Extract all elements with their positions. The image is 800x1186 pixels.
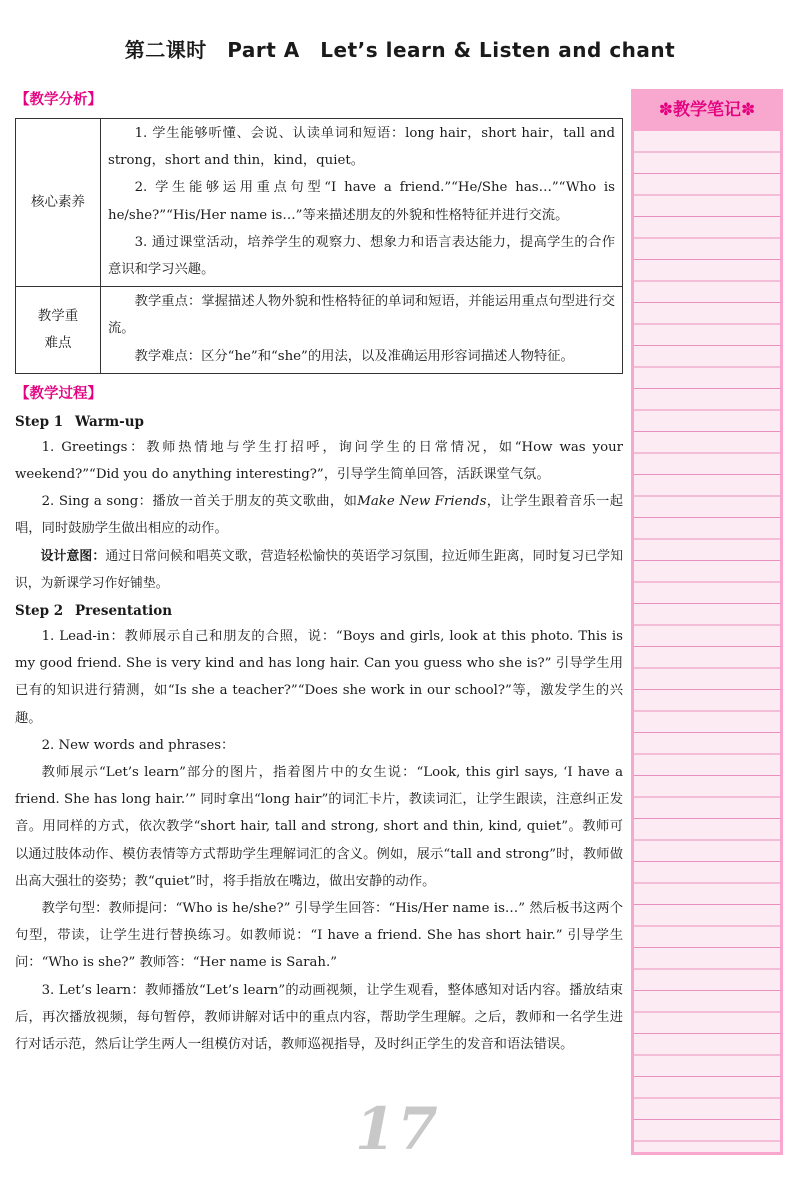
- step1-heading: [15, 410, 623, 434]
- page-title: 第二课时 Part A Let’s learn & Listen and chant: [124, 38, 676, 62]
- table-row-key-points: [16, 287, 623, 374]
- table-row-core-literacy: [16, 119, 623, 287]
- notes-title: ✽教学笔记✽: [631, 89, 783, 131]
- row-label: 核心素养: [16, 119, 101, 287]
- page-number: 17: [355, 1095, 440, 1163]
- main-content: [15, 90, 623, 1058]
- difficult-point: 教学难点：区分“he”和“she”的用法，以及准确运用形容词描述人物特征。: [134, 348, 574, 364]
- step2-heading: [15, 599, 623, 623]
- design-text: 通过日常问候和唱英文歌，营造轻松愉快的英语学习氛围，拉近师生距离，同时复习已学知识，为新课学习作好铺垫。: [15, 548, 624, 591]
- row-content: [101, 119, 623, 287]
- step2-new-words: 教师展示“Let’s learn”部分的图片，指着图片中的女生说：“Look, this girl says, ‘I have a friend. She has long hair.’” 同时拿出“long hair”的词汇卡片，教读词汇，让学生跟读，注意纠正发音。用同样的方式，依次教学“short hair, tall and strong, short and thin, kind, quiet”。教师可以通过肢体动作、模仿表情等方式帮助学生理解词汇的含义。例如，展示“tall and strong”时，教师做出高大强壮的姿势；教“quiet”时，将手指放在嘴边，做出安静的动作。: [15, 765, 623, 889]
- key-point: 教学重点：掌握描述人物外貌和性格特征的单词和短语，并能运用重点句型进行交流。: [108, 294, 615, 337]
- row-label-line2: 难点: [44, 335, 72, 352]
- objective-1: 1. 学生能够听懂、会说、认读单词和短语：long hair，short hair，tall and strong，short and thin，kind，quiet。: [108, 126, 615, 169]
- song-text-after: ，让学生跟着音乐一起唱，同时鼓励学生做出相应的动作。: [15, 494, 623, 537]
- analysis-heading: 【教学分析】: [15, 92, 102, 108]
- step2-lets-learn: 3. Let’s learn：教师播放“Let’s learn”的动画视频，让学生观看，整体感知对话内容。播放结束后，再次播放视频，每句暂停，教师讲解对话中的重点内容，帮助学生理解。之后，教师和一名学生进行对话示范，然后让学生两人一组模仿对话，教师巡视指导，及时纠正学生的发音和语法错误。: [15, 982, 623, 1053]
- row-label-line1: 教学重: [37, 308, 79, 325]
- objective-2: 2. 学生能够运用重点句型“I have a friend.”“He/She has…”“Who is he/she?”“His/Her name is…”等来描述朋友的外貌和性格特征并进行交流。: [108, 180, 615, 223]
- objective-3: 3. 通过课堂活动，培养学生的观察力、想象力和语言表达能力，提高学生的合作意识和学习兴趣。: [108, 234, 615, 278]
- step1-greetings: 1. Greetings：教师热情地与学生打招呼，询问学生的日常情况，如“How was your weekend?”“Did you do anything interesting?”，引导学生简单回答，活跃课堂气氛。: [15, 439, 623, 483]
- row-content: [101, 287, 623, 374]
- step1-name: Warm-up: [75, 413, 144, 430]
- step1-number: Step 1: [15, 413, 64, 430]
- row-label: [16, 287, 101, 374]
- design-label: 设计意图：: [40, 548, 106, 564]
- step1-song: [15, 488, 623, 542]
- step2-number: Step 2: [15, 603, 64, 620]
- analysis-table: [15, 118, 623, 374]
- notes-sidebar: [631, 89, 783, 1155]
- song-text-before: 2. Sing a song：播放一首关于朋友的英文歌曲，如: [41, 494, 358, 510]
- step2-new-words-label: 2. New words and phrases：: [41, 737, 235, 753]
- step2-name: Presentation: [75, 603, 173, 620]
- step2-lead-in: 1. Lead-in：教师展示自己和朋友的合照，说：“Boys and girls, look at this photo. This is my good friend. She is very kind and has long hair. Can you guess who she is?” 引导学生用已有的知识进行猜测，如“Is she a teacher?”“Does she work in our school?”等，激发学生的兴趣。: [15, 629, 623, 726]
- notes-lined-paper[interactable]: [634, 131, 780, 1152]
- process-heading: 【教学过程】: [15, 385, 102, 402]
- song-title: Make New Friends: [357, 494, 487, 510]
- step1-design-intent: [15, 543, 623, 597]
- step2-sentence-patterns: 教学句型：教师提问：“Who is he/she?” 引导学生回答：“His/Her name is…” 然后板书这两个句型，带读，让学生进行替换练习。如教师说：“I have a friend. She has short hair.” 引导学生问：“Who is she?” 教师答：“Her name is Sarah.”: [15, 901, 623, 971]
